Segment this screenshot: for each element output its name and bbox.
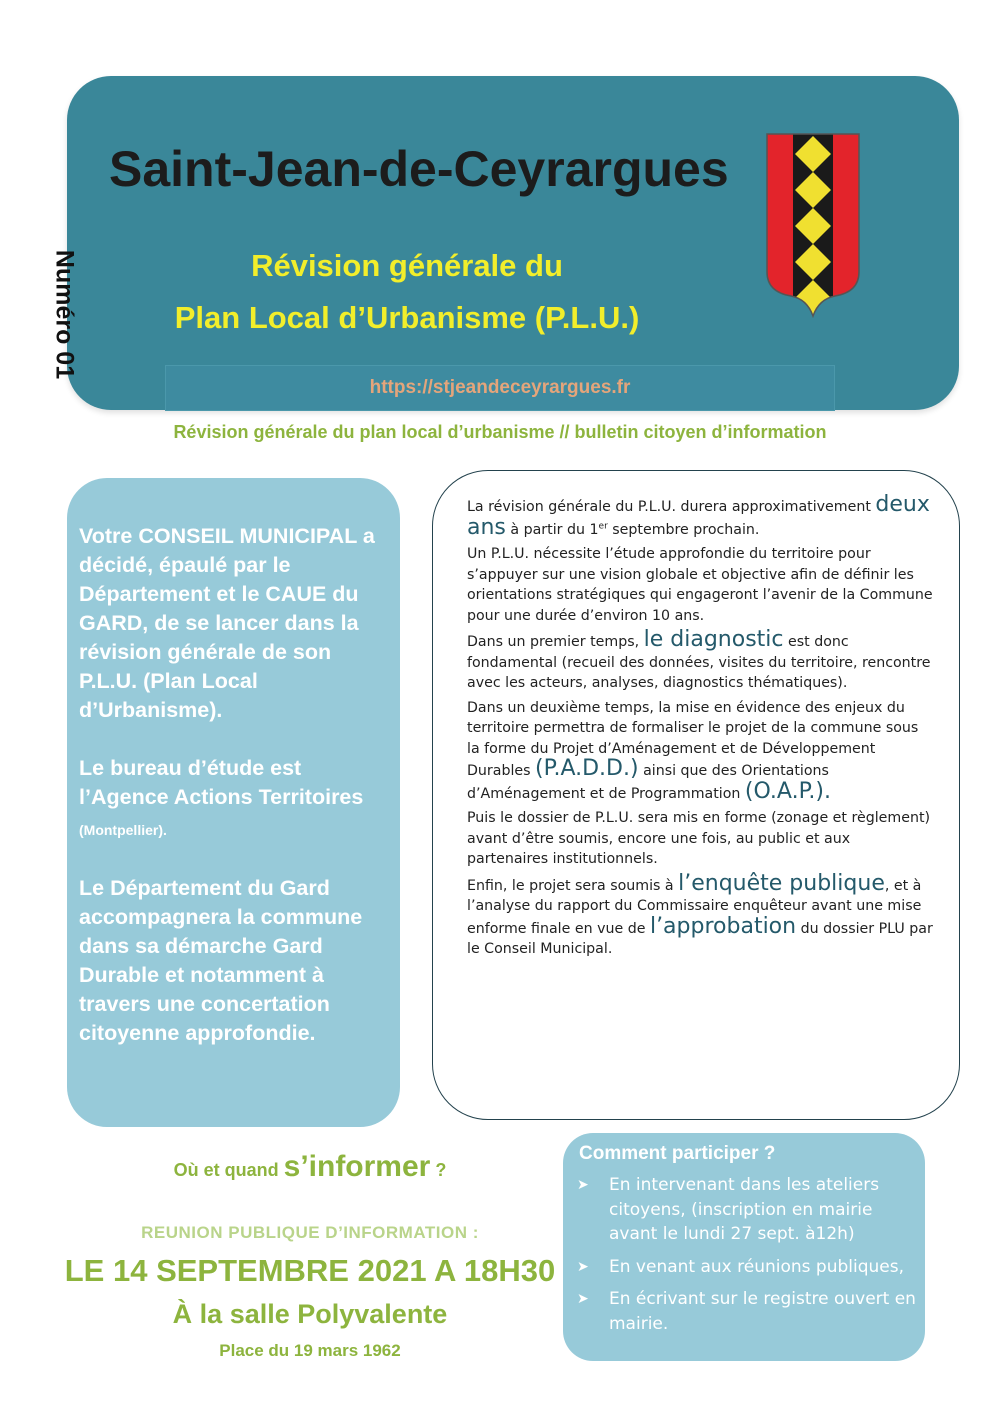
duration-text: La révision générale du P.L.U. durera approximativement bbox=[467, 499, 876, 515]
arrow-bullet-icon: ➤ bbox=[577, 1177, 589, 1193]
duration-text-3: septembre prochain. bbox=[607, 521, 760, 538]
padd-text-2: ainsi que des Orientations d’Aménagement et de Programmation bbox=[467, 763, 829, 802]
department-paragraph: Le Département du Gard accompagnera la commune dans sa démarche Gard Durable et notamment à travers une concertation citoyenne approfondie. bbox=[79, 876, 363, 1045]
arrow-bullet-icon: ➤ bbox=[577, 1258, 589, 1275]
duration-text-2: à partir du 1 bbox=[505, 521, 599, 538]
website-link[interactable]: https://stjeandeceyrargues.fr bbox=[369, 377, 631, 398]
approval-paragraph bbox=[467, 870, 935, 960]
duration-highlight: deux ans bbox=[467, 492, 930, 540]
inform-heading bbox=[67, 1150, 553, 1184]
subtitle-line-1: Révision générale du bbox=[251, 248, 563, 283]
participation-title: Comment participer ? bbox=[579, 1143, 776, 1164]
purpose-paragraph: Un P.L.U. nécessite l’étude approfondie du territoire pour s’appuyer sur une vision globale et objective afin de définir les orientations stratégiques qui engageront l’avenir de la Commune pour une durée d’environ 10 ans. bbox=[467, 546, 933, 624]
approval-text: Enfin, le projet sera soumis à bbox=[467, 877, 679, 894]
inform-text: Où et quand bbox=[173, 1160, 284, 1180]
participation-list bbox=[577, 1173, 922, 1344]
revision-steps-box bbox=[432, 470, 960, 1120]
council-paragraph: Votre CONSEIL MUNICIPAL a décidé, épaulé par le Département et le CAUE du GARD, de se lancer dans la révision générale de son P.L.U. (Plan Local d’Urbanisme). bbox=[79, 524, 375, 722]
arrow-bullet-icon: ➤ bbox=[577, 1291, 589, 1307]
town-title: Saint-Jean-de-Ceyrargues bbox=[109, 141, 729, 197]
list-item bbox=[577, 1287, 922, 1336]
agency-location: (Montpellier). bbox=[79, 822, 167, 838]
participation-item-text: En venant aux réunions publiques, bbox=[609, 1256, 905, 1277]
issue-number: Numéro 01 bbox=[50, 249, 79, 380]
approval-text-2: , et à l’analyse du rapport du Commissaire enquêteur avant une mise enforme finale en vue de bbox=[467, 877, 922, 937]
tagline: Révision générale du plan local d’urbanisme // bulletin citoyen d’information bbox=[173, 422, 827, 442]
padd-paragraph bbox=[467, 698, 935, 805]
list-item bbox=[577, 1173, 922, 1247]
revision-steps-text bbox=[467, 492, 935, 964]
padd-text: Dans un deuxième temps, la mise en évidence des enjeux du territoire permettra de formaliser le projet de la commune sous la forme du Projet d’Aménagement et de Développement Durables bbox=[467, 699, 919, 779]
participation-item-text: En écrivant sur le registre ouvert en mairie. bbox=[609, 1289, 916, 1334]
agency-text: Le bureau d’étude est l’Agence Actions Territoires bbox=[79, 756, 364, 809]
council-info-box bbox=[67, 478, 400, 1127]
dossier-paragraph: Puis le dossier de P.L.U. sera mis en forme (zonage et règlement) avant d’être soumis, encore une fois, au public et aux partenaires institutionnels. bbox=[467, 810, 931, 867]
agency-paragraph bbox=[79, 754, 389, 845]
inform-highlight: s’informer bbox=[283, 1150, 431, 1183]
header-banner bbox=[67, 76, 959, 410]
padd-highlight: (P.A.D.D.) bbox=[535, 756, 639, 781]
meeting-date: LE 14 SEPTEMBRE 2021 A 18H30 bbox=[64, 1253, 556, 1288]
diagnostic-highlight: le diagnostic bbox=[643, 627, 784, 652]
meeting-label: REUNION PUBLIQUE D’INFORMATION : bbox=[141, 1223, 479, 1242]
duration-paragraph bbox=[467, 492, 935, 540]
enquete-highlight: l’enquête publique bbox=[678, 870, 885, 896]
inform-question: ? bbox=[430, 1160, 447, 1180]
list-item bbox=[577, 1255, 922, 1280]
website-box bbox=[165, 365, 835, 411]
meeting-place: À la salle Polyvalente bbox=[172, 1299, 448, 1329]
approbation-highlight: l’approbation bbox=[649, 913, 797, 939]
diagnostic-text-2: est donc fondamental (recueil des données, visites du territoire, rencontre avec les acteurs, analyses, diagnostics thématiques). bbox=[467, 634, 931, 691]
subtitle-line-2: Plan Local d’Urbanisme (P.L.U.) bbox=[174, 300, 640, 335]
participation-item-text: En intervenant dans les ateliers citoyens, (inscription en mairie avant le lundi 27 sept. à12h) bbox=[609, 1175, 880, 1244]
diagnostic-text: Dans un premier temps, bbox=[467, 634, 644, 650]
oap-highlight: (O.A.P.). bbox=[744, 778, 831, 804]
meeting-address: Place du 19 mars 1962 bbox=[219, 1341, 401, 1360]
participation-box bbox=[563, 1133, 925, 1361]
approval-text-3: du dossier PLU par le Conseil Municipal. bbox=[467, 920, 933, 957]
council-info-text bbox=[79, 522, 389, 1077]
ordinal-sup: er bbox=[598, 520, 608, 531]
coat-of-arms-icon bbox=[765, 132, 861, 318]
diagnostic-paragraph bbox=[467, 627, 935, 694]
